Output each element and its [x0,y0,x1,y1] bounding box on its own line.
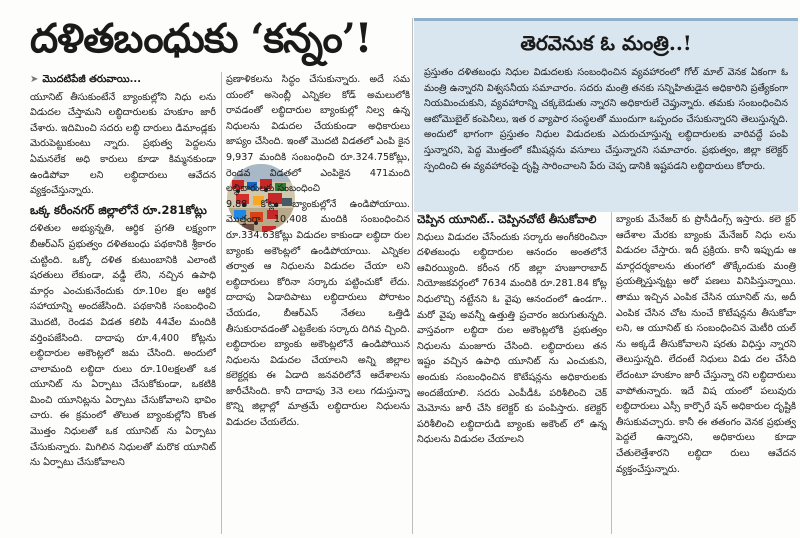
article-intro: యూనిట్ తీసుకుంటేనే బ్యాంకుల్లోని నిధు లను విడుదల చేస్తామని లబ్ధిదారులకు హుకూం జారీ చేశారు. ఇదిమించి సదరు లబ్ధి దారులు డిమాండ్లకు మెరుపెట్టుకుంటు న్నారు. ప్రభుత్వ పెద్దలను ఏమనలేక అధి కారులు కూడా కిమ్మనకుండా ఉండిపోవా లని లబ్ధిదారులు ఆవేదన వ్యక్తంచేస్తున్నారు. [30,91,216,197]
sidebar-body: ప్రస్తుతం దళితబంధు నిధుల విడుదలకు సంబంధించిన వ్యవహారంలో గోల్ మాల్ వెనక ఏకంగా ఓ మంత్రి ఉన్నారని విశ్వసనీయ సమాచారం. సదరు మంత్రి తనకు సన్నిహితుడైన అధికారిని ప్రత్యేకంగా నియమించుకుని, వ్యవహారాన్ని చక్కబెడుతు న్నారని అధికారులే చెప్తున్నారు. తమకు సంబంధించిన ఆటోమొబైల్ కంపెనీలు, ఇత ర వ్యాపార సంస్థలతో ముందుగా ఒప్పందం చేసుకున్నారని తెలుస్తున్నది. అందులో భాగంగా ప్రస్తుతం నిధుల విడుదలకు ఎదురుచూస్తున్న లబ్ధిదారులకు వారివద్దే పంపి స్తున్నారని, పెద్ద మొత్తంలో కమీషన్లను వసూలు చేస్తున్నారని సమాచారం. ప్రభుత్వం, జిల్లా కలెక్టర్ స్పందించి ఈ వ్యవహారంపై దృష్టి సారించాలని పేరు చెప్ప డానికి ఇష్టపడని లబ్ధిదారులు కోరారు. [424,67,788,172]
article-body: దళితుల అభ్యున్నతి, ఆర్థిక ప్రగతి లక్ష్యంగా బీఆర్ఎస్ ప్రభుత్వం దళితబంధు పథకానికి శ్రీకారం చుట్టింది. ఒక్కో దళిత కుటుంబానికి ఎలాంటి షరతులు లేకుండా, వడ్డీ లేని, నచ్చిన ఉపాధి మార్గం ఎంచుకునేందుకు రూ.10ల క్షల ఆర్థిక సహాయాన్ని అందజేసింది. పథకానికి సంబంధించి మొదటి, రెండవ విడత కలిపి 44వేల మందికి వర్తింపజేసింది. దాదాపు రూ.4,400 కోట్లను లబ్ధిదారుల అకౌంట్లలో జమ చేసింది. అందులో చాలామంది లబ్ధిదా రులు రూ.10లక్షలతో ఒక యూనిట్ ను ఏర్పాటు చేసుకోకుండా, ఒకటికి మించి యూనిట్లను ఏర్పాటు చేసుకోవాలని భావిం చారు. ఈ క్రమంలో తొలుత బ్యాంకుల్లోని కొంత మొత్తం నిధులతో ఒక యూనిట్ ను ఏర్పాటు చేసుకున్నారు. మిగిలిన నిధులతో మరొక యూనిట్ ను ఏర్పాటు చేసుకోవాలని [30,223,216,469]
sidebar-box [414,18,798,212]
article-body-bottom: 9.88 కోట్లు బ్యాంకుల్లోనే ఉండిపోయాయి. మొత్తంగా 10,408 మందికి సంబంధించిన రూ.334.63కోట్లు విడుదల కాకుండా లబ్ధిదా రుల బ్యాంకు అకౌంట్లలో ఉండిపోయాయి. ఎన్నికల తర్వాత ఆ నిధులను విడుదల చేయా లని లబ్ధిదారులు కోరినా సర్కారు పట్టించుకో లేదు. దాదాపు ఏడాదిపాటు లబ్ధిదారులు పోరాటం చేయడం, బీఆర్ఎస్ నేతలు ఒత్తిడి తీసుకురావడంతో ఎట్టకేలకు సర్కారు దిగివ చ్చింది. లబ్ధిదారుల బ్యాంకు అకౌంట్లలోనే ఉండిపోయిన నిధులను విడుదల చేయాలని అన్ని జిల్లాల కలెక్టర్లకు ఈ ఏడాది జనవరిలోనే ఆదేశాలను జారీచేసింది. కానీ దాదాపు 3నె లలు గడుస్తున్నా కొన్ని జిల్లాల్లో మాత్రమే లబ్ధిదారుల నిధులను విడుదల చేయలేదు. [226,198,410,429]
column-1 [30,72,216,534]
article-body: నిధులు విడుదల చేసేందుకు సర్కారు అంగీకరించినా దళితబంధు లబ్ధిదారుల ఆనందం అంతలోనే ఆవిరయ్యింది. కరీంన గర్ జిల్లా హుజూరాబాద్ నియోజకవర్గంలో 7634 మందికి రూ.281.84 కోట్ల నిధులొచ్చి నట్టేనని ఓ వైపు ఆనందంలో ఉండగా.. మరో వైపు అవన్నీ ఉత్తుత్తి ప్రచారం జరుగుతున్నది. వాస్తవంగా లబ్ధిదా రుల అకౌంట్లలోకి ప్రభుత్వం నిధులను మంజూరు చేసింది. లబ్ధిదారులు తన ఇష్టం వచ్చిన ఉపాధి యూనిట్ ను ఎంచుకుని, అందుకు సంబంధించిన కొటేషన్లను అధికారులకు అందజేయాలి. సదరు ఎంపీడీఓ పరిశీలించి చెక్ మెమోను జారీ చేసి కలెక్టర్ కు పంపిస్తారు. కలెక్టర్ పరిశీలించి లబ్ధిదారుడి బ్యాంకు అకౌంట్ లో ఉన్న నిధులను విడుదల చేయాలని [417,231,607,446]
kicker-text: మొదటిపేజీ తరువాయి... [42,74,142,85]
article-body: బ్యాంకు మేనేజర్ కు ప్రొసీడింగ్స్ ఇస్తారు. కలె క్టర్ ఆదేశాల మేరకు బ్యాంకు మేనేజర్ నిధు లను విడుదల చేస్తారు. ఇదీ ప్రక్రియ. కానీ ఇప్పుడు ఆ మార్గదర్శకాలను తుంగలో తొక్కేందుకు మంత్రి ప్రయత్నిస్తున్నట్టు అరో పణలు వినిపిస్తున్నాయి. తాము ఇచ్చిన ఎంపిక చేసిన యూనిట్ ను, అదీ ఎంపిక చేసిన చోట నుంచే కొటేషన్లను తీసుకోవా లని, ఆ యూనిట్ కు సంబంధించిన మెటీరి యల్ ను అక్కడే తీసుకోవాలని షరతు విధిస్తు న్నారని తెలుస్తున్నది. లేదంటే నిధులు విడు దల చేసేది లేదంటూ హుకూం జారీ చేస్తున్నా రని లబ్ధిదారులు వాపోతున్నారు. ఇదే విష యంలో పలువురు లబ్ధిదారులు ఎస్సీ కార్పొరే షన్ అధికారుల దృష్టికి తీసుకువచ్చారు. కానీ ఈ తతంగం వెనక ప్రభుత్వ పెద్దలే ఉన్నారని, అధికారులు కూడా చేతులెత్తేశారని లబ్ధిదా రులు ఆవేదన వ్యక్తంచేస్తున్నారు. [616,214,796,475]
column-divider [412,18,413,534]
column-4 [616,212,796,534]
column-2 [226,72,410,534]
column-3 [417,212,607,534]
column-divider [221,72,222,534]
arrow-icon: ➤ [30,74,39,85]
headline: దళితబంధుకు ‘కన్నం’! [30,15,372,62]
sidebar-title: తెరవెనుక ఓ మంత్రి..! [520,31,692,55]
subheading: ఒక్క కరీంనగర్ జిల్లాలోనే రూ.281కోట్లు [30,202,207,217]
column-divider [611,212,612,534]
section-heading: చెప్పిన యూనిట్.. చెప్పినచోటే తీసుకోవాలి [417,213,597,226]
article-body-top: ప్రణాళికలను సిద్ధం చేసుకున్నారు. అదే సమ యంలో అసెంబ్లీ ఎన్నికల కోడ్ అమలులోకి రావడంతో లబ్ధిదారుల బ్యాంకుల్లో నిల్వ ఉన్న నిధులను విడుదల చేయకుండా అధికారులు జాప్యం చేసింది. ఇంతో మొదటి విడతలో ఎంపి కైన 9,937 మందికి సంబంధించి రూ.324.75కోట్లు, రెండవ విడతలో ఎంపికైన 471మంది లబ్ధిదారులకు సంబంధించి [226,74,410,195]
kicker [30,72,216,88]
